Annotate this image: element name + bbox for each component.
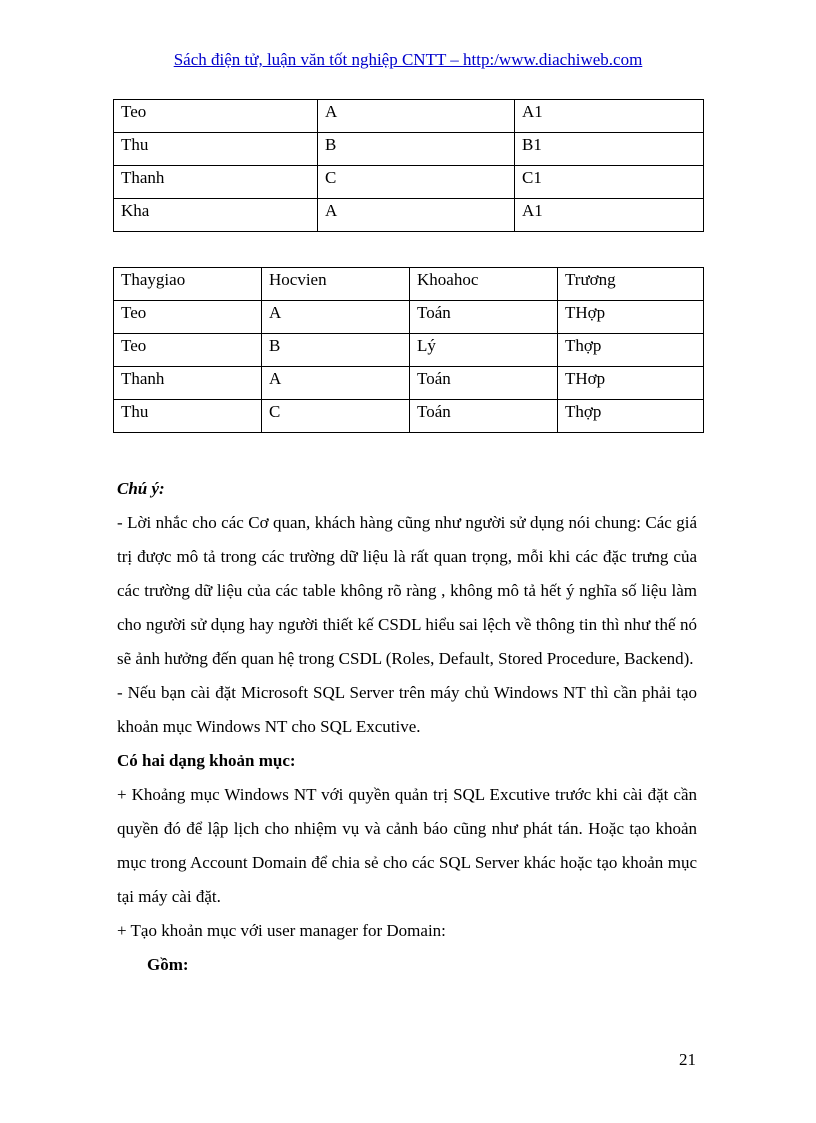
paragraph: + Tạo khoản mục với user manager for Domain:: [117, 921, 446, 940]
sub-heading: Gồm:: [147, 955, 189, 974]
page-number: 21: [679, 1050, 696, 1069]
table-cell: Thu: [114, 133, 318, 166]
table-cell: Thanh: [114, 367, 262, 400]
table-row: [114, 166, 704, 199]
table-header-row: [114, 268, 704, 301]
table-row: [114, 400, 704, 433]
table-row: [114, 367, 704, 400]
table-header-cell: Khoahoc: [410, 268, 558, 301]
body-text: [117, 472, 697, 982]
table-cell: THơp: [558, 367, 704, 400]
table-cell: B1: [515, 133, 704, 166]
table-cell: Teo: [114, 334, 262, 367]
table-row: [114, 133, 704, 166]
table-header-cell: Thaygiao: [114, 268, 262, 301]
table-cell: Lý: [410, 334, 558, 367]
table-cell: Thợp: [558, 334, 704, 367]
table-row: [114, 334, 704, 367]
note-title: Chú ý:: [117, 479, 165, 498]
table-teacher-course-school: [113, 267, 704, 433]
table-cell: Toán: [410, 367, 558, 400]
table-cell: Teo: [114, 301, 262, 334]
table-cell: Teo: [114, 100, 318, 133]
table-teacher-student-class: [113, 99, 704, 232]
page-header-link[interactable]: Sách điện tử, luận văn tốt nghiệp CNTT – http:/www.diachiweb.com: [173, 50, 643, 69]
table-cell: B: [318, 133, 515, 166]
table-cell: A: [318, 100, 515, 133]
table-cell: A1: [515, 100, 704, 133]
paragraph: - Nếu bạn cài đặt Microsoft SQL Server trên máy chủ Windows NT thì cần phải tạo khoản mục Windows NT cho SQL Excutive.: [117, 683, 697, 736]
table-cell: Thanh: [114, 166, 318, 199]
table-cell: C: [262, 400, 410, 433]
table-row: [114, 199, 704, 232]
table-cell: A: [262, 367, 410, 400]
table-cell: Toán: [410, 400, 558, 433]
table-cell: A: [318, 199, 515, 232]
table-cell: Toán: [410, 301, 558, 334]
paragraph: - Lời nhắc cho các Cơ quan, khách hàng cũng như người sử dụng nói chung: Các giá trị được mô tả trong các trường dữ liệu là rất quan trọng, mỗi khi các đặc trưng của các trường dữ liệu của các table không rõ ràng , không mô tả hết ý nghĩa số liệu làm cho người sử dụng hay người thiết kế CSDL hiểu sai lệch về thông tin thì như thế nó sẽ ảnh hưởng đến quan hệ trong CSDL (Roles, Default, Stored Procedure, Backend).: [117, 513, 697, 668]
table-cell: Kha: [114, 199, 318, 232]
table-cell: B: [262, 334, 410, 367]
table-row: [114, 301, 704, 334]
table-header-cell: Hocvien: [262, 268, 410, 301]
table-header-cell: Trương: [558, 268, 704, 301]
table-cell: Thợp: [558, 400, 704, 433]
table-cell: THợp: [558, 301, 704, 334]
table-cell: A1: [515, 199, 704, 232]
table-cell: C: [318, 166, 515, 199]
table-cell: C1: [515, 166, 704, 199]
table-cell: A: [262, 301, 410, 334]
table-row: [114, 100, 704, 133]
paragraph: + Khoảng mục Windows NT với quyền quản trị SQL Excutive trước khi cài đặt cần quyền đó để lập lịch cho nhiệm vụ và cảnh báo cũng như phát tán. Hoặc tạo khoản mục trong Account Domain để chia sẻ cho các SQL Server khác hoặc tạo khoản mục tại máy cài đặt.: [117, 785, 697, 906]
section-heading: Có hai dạng khoản mục:: [117, 751, 296, 770]
table-cell: Thu: [114, 400, 262, 433]
